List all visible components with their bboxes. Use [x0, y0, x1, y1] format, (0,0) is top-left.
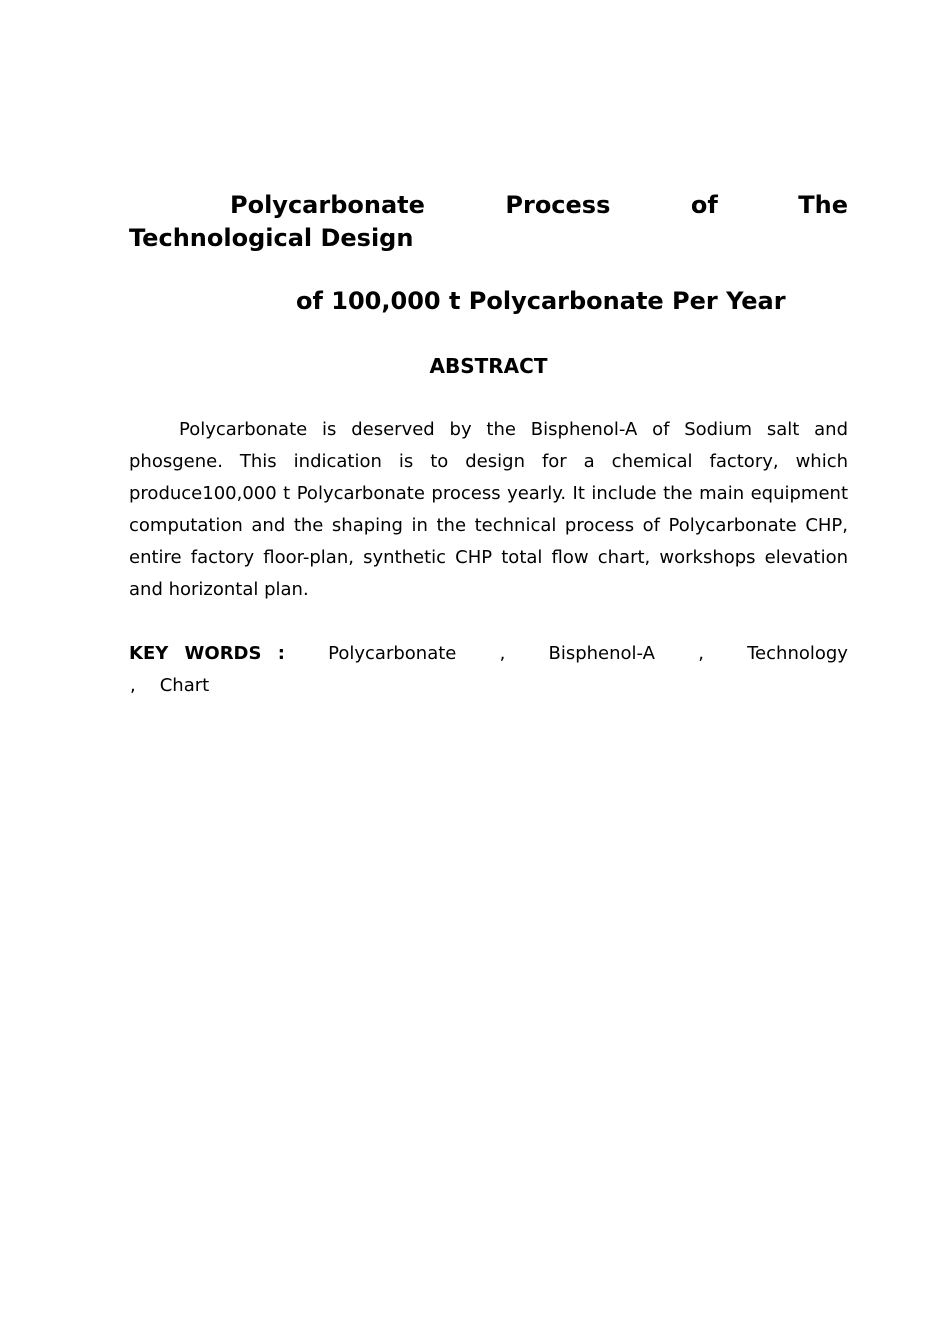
keyword-separator: ,	[130, 675, 136, 696]
keyword-separator: ,	[499, 643, 506, 664]
keywords-row-2	[129, 670, 848, 702]
title-line-1-continuation: Technological Design	[129, 224, 414, 252]
keyword-separator: ,	[698, 643, 704, 664]
keyword-item: Bisphenol-A	[548, 643, 655, 664]
keywords-row-1	[129, 638, 848, 670]
keyword-item: Technology	[747, 643, 848, 664]
keyword-item: Polycarbonate	[328, 643, 457, 664]
keywords-section	[129, 638, 848, 702]
keywords-label: KEY WORDS :	[129, 643, 285, 664]
keyword-item: Chart	[159, 675, 210, 696]
abstract-heading: ABSTRACT	[429, 354, 548, 378]
title-line-1: Polycarbonate Process of The	[230, 191, 848, 219]
title-line-2: of 100,000 t Polycarbonate Per Year	[296, 287, 786, 315]
abstract-body: Polycarbonate is deserved by the Bisphenol-A of Sodium salt and phosgene. This indication is to design for a chemical factory, which produce100,000 t Polycarbonate process yearly. It include the main equipment computation and the shaping in the technical process of Polycarbonate CHP, entire factory floor-plan, synthetic CHP total flow chart, workshops elevation and horizontal plan.	[129, 419, 848, 600]
